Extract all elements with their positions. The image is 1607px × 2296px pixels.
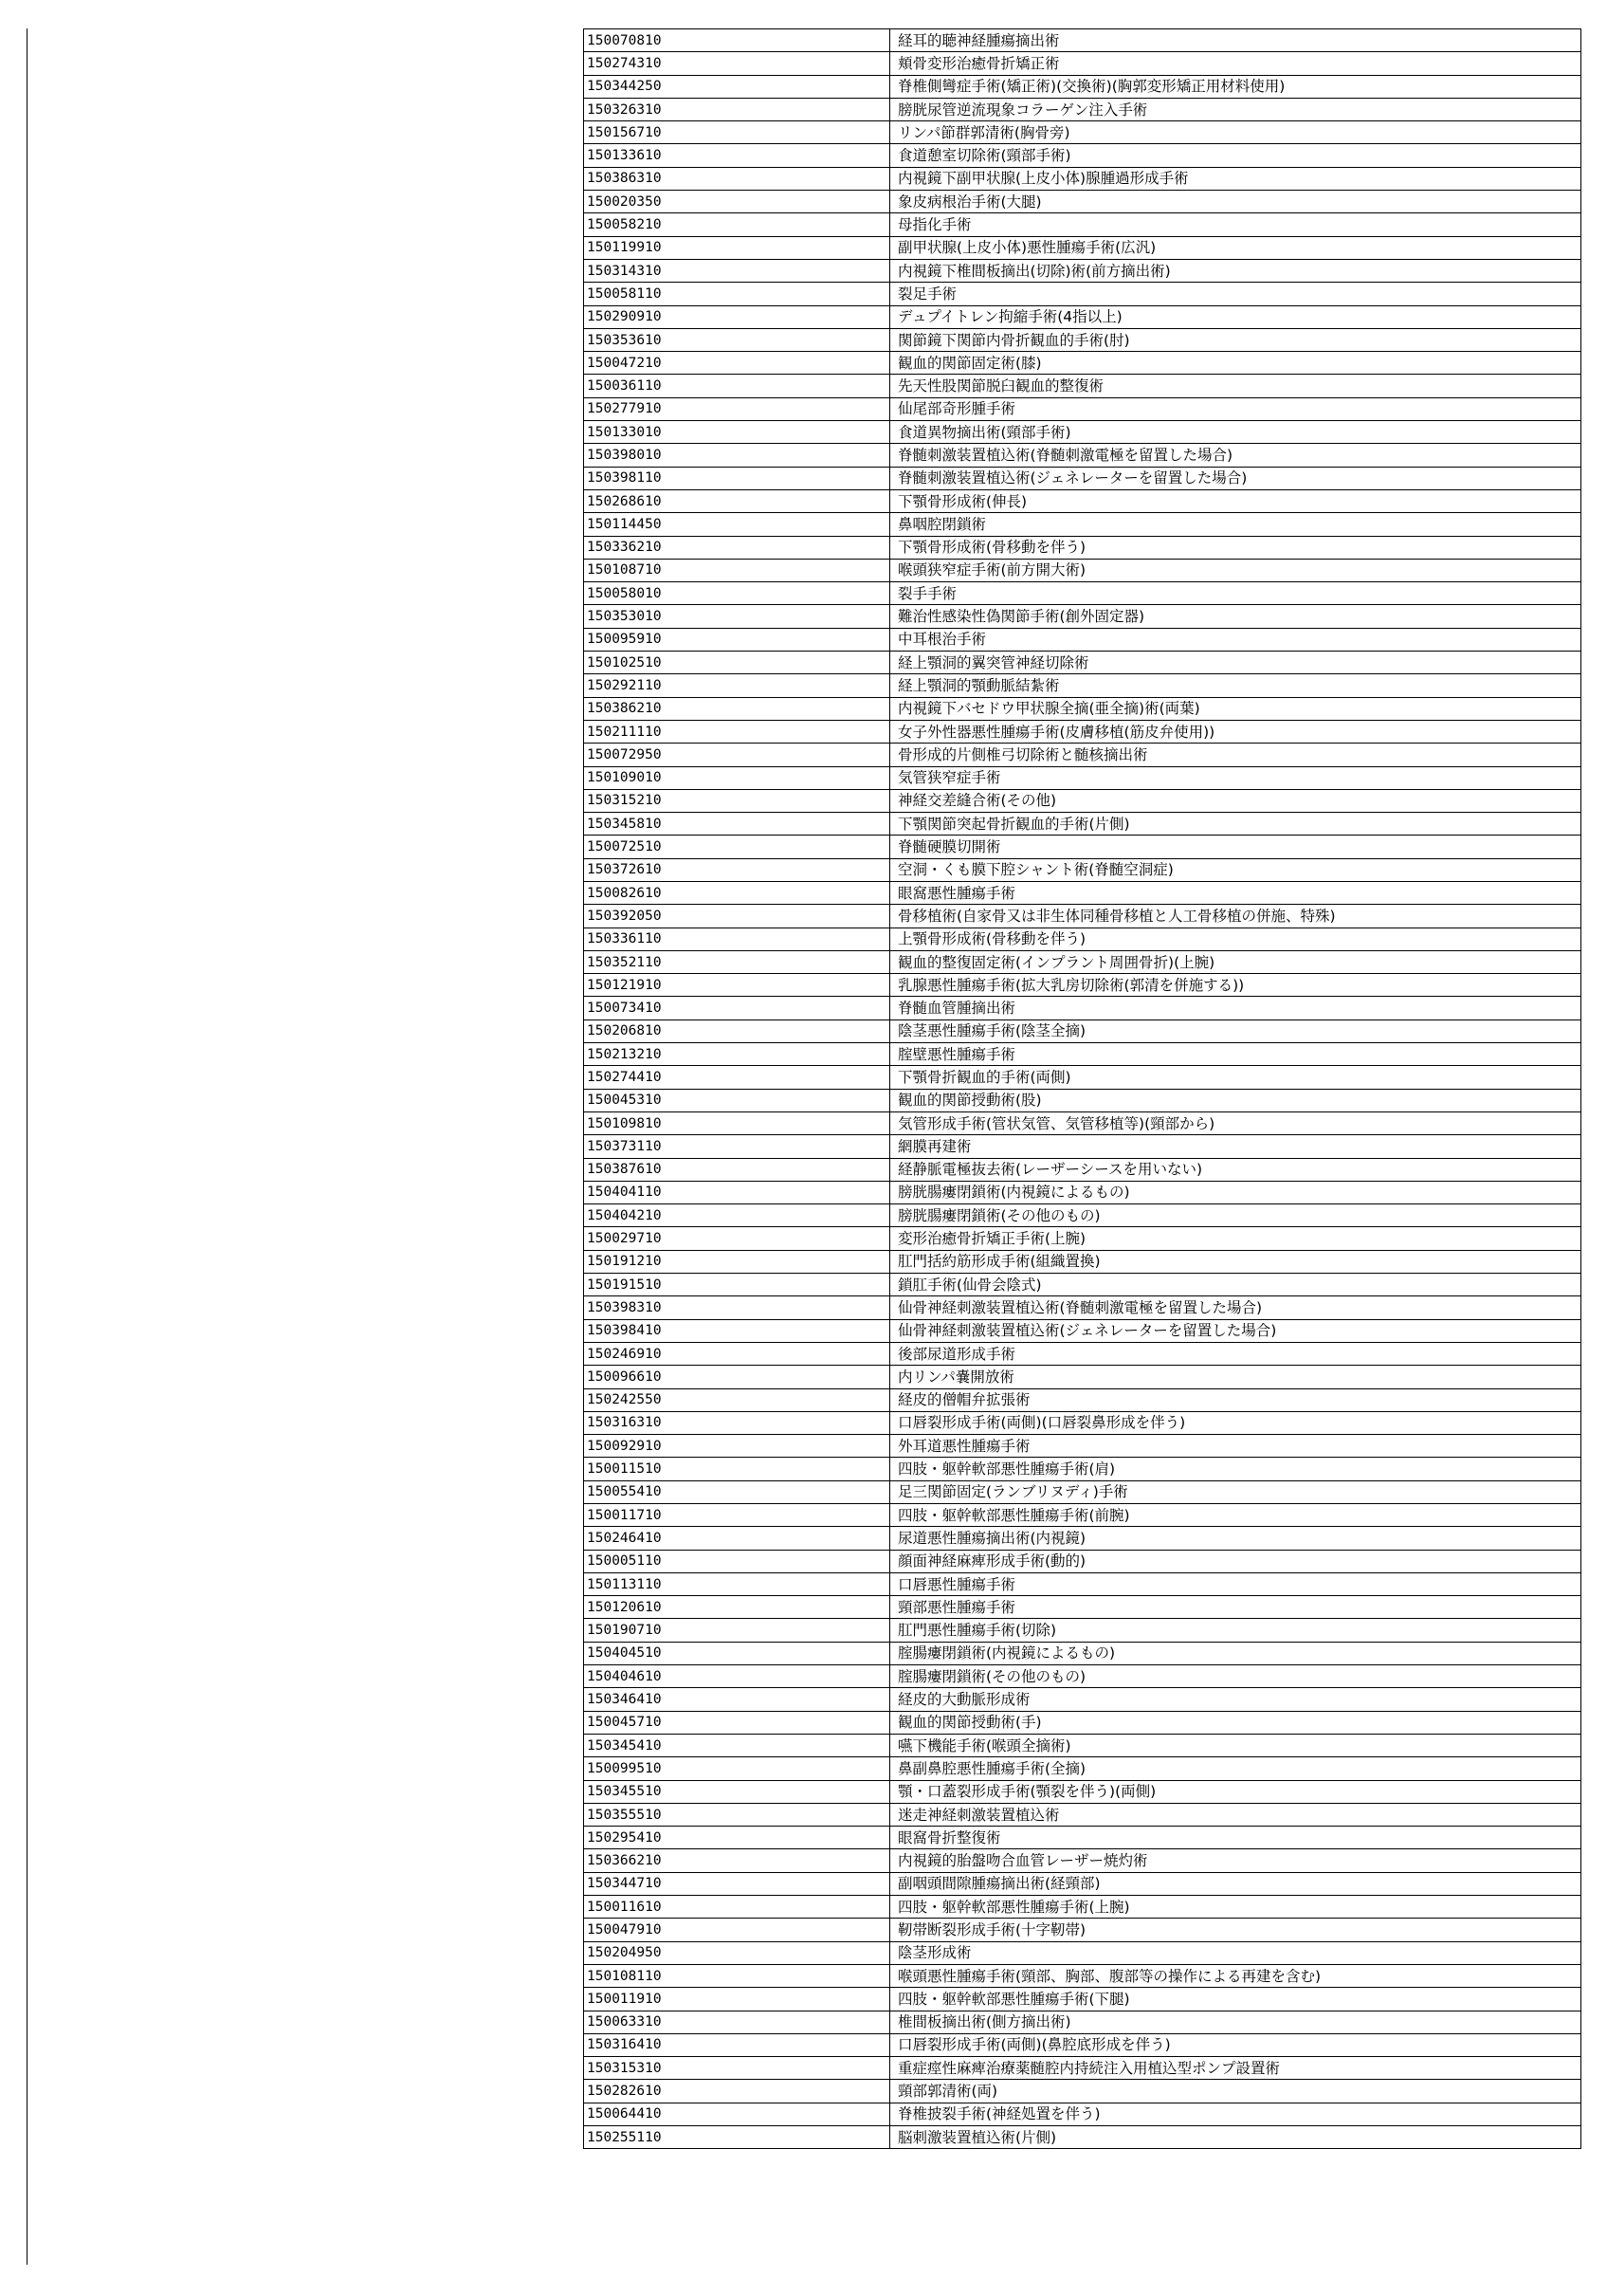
procedure-code-cell: 150102510 <box>584 652 890 674</box>
procedure-code-cell: 150190710 <box>584 1619 890 1642</box>
procedure-code-cell: 150315310 <box>584 2057 890 2080</box>
procedure-code-cell: 150005110 <box>584 1550 890 1572</box>
procedure-name-cell: 四肢・躯幹軟部悪性腫瘍手術(上腕) <box>890 1896 1581 1919</box>
table-row <box>584 144 1581 167</box>
table-row <box>584 2080 1581 2103</box>
procedure-name-cell: 顎・口蓋裂形成手術(顎裂を伴う)(両側) <box>890 1780 1581 1803</box>
procedure-code-cell: 150058010 <box>584 582 890 605</box>
procedure-code-cell: 150344250 <box>584 75 890 98</box>
procedure-name-cell: 上顎骨形成術(骨移動を伴う) <box>890 928 1581 950</box>
procedure-name-cell: 空洞・くも膜下腔シャント術(脊髄空洞症) <box>890 858 1581 881</box>
procedure-code-cell: 150058110 <box>584 283 890 305</box>
procedure-code-cell: 150073410 <box>584 997 890 1019</box>
procedure-code-cell: 150191510 <box>584 1274 890 1296</box>
procedure-name-cell: 顔面神経麻痺形成手術(動的) <box>890 1550 1581 1572</box>
procedure-name-cell: 四肢・躯幹軟部悪性腫瘍手術(肩) <box>890 1458 1581 1480</box>
table-row <box>584 1043 1581 1066</box>
table-row <box>584 191 1581 213</box>
procedure-name-cell: 観血的整復固定術(インプラント周囲骨折)(上腕) <box>890 950 1581 973</box>
procedure-name-cell: 象皮病根治手術(大腿) <box>890 191 1581 213</box>
table-row <box>584 1319 1581 1342</box>
procedure-name-cell: 神経交差縫合術(その他) <box>890 789 1581 812</box>
procedure-code-cell: 150095910 <box>584 628 890 651</box>
table-row <box>584 1366 1581 1388</box>
procedure-name-cell: 副咽頭間隙腫瘍摘出術(経頸部) <box>890 1872 1581 1895</box>
procedure-name-cell: 脳刺激装置植込術(片側) <box>890 2126 1581 2149</box>
table-row <box>584 1896 1581 1919</box>
table-row <box>584 1204 1581 1227</box>
procedure-code-cell: 150011910 <box>584 1988 890 2011</box>
table-row <box>584 1757 1581 1780</box>
table-row <box>584 1964 1581 1987</box>
procedure-code-cell: 150204950 <box>584 1941 890 1964</box>
procedure-code-cell: 150119910 <box>584 236 890 259</box>
table-row <box>584 2057 1581 2080</box>
procedure-name-cell: 口唇悪性腫瘍手術 <box>890 1572 1581 1595</box>
table-row <box>584 720 1581 743</box>
procedure-name-cell: 内視鏡下バセドウ甲状腺全摘(亜全摘)術(両葉) <box>890 697 1581 720</box>
procedure-name-cell: 仙尾部奇形腫手術 <box>890 397 1581 420</box>
table-row <box>584 167 1581 190</box>
table-row <box>584 1803 1581 1826</box>
procedure-name-cell: 仙骨神経刺激装置植込術(脊髄刺激電極を留置した場合) <box>890 1296 1581 1319</box>
procedure-code-cell: 150120610 <box>584 1596 890 1619</box>
table-row <box>584 605 1581 628</box>
procedure-code-cell: 150072950 <box>584 744 890 766</box>
table-row <box>584 29 1581 52</box>
procedure-name-cell: 膀胱腸瘻閉鎖術(内視鏡によるもの) <box>890 1181 1581 1203</box>
procedure-name-cell: 四肢・躯幹軟部悪性腫瘍手術(前腕) <box>890 1504 1581 1527</box>
procedure-code-cell: 150011610 <box>584 1896 890 1919</box>
procedure-name-cell: 観血的関節授動術(股) <box>890 1089 1581 1111</box>
table-row <box>584 1089 1581 1111</box>
procedure-name-cell: 膀胱腸瘻閉鎖術(その他のもの) <box>890 1204 1581 1227</box>
procedure-code-cell: 150191210 <box>584 1250 890 1273</box>
table-row <box>584 1596 1581 1619</box>
procedure-name-cell: 鼻咽腔閉鎖術 <box>890 513 1581 536</box>
table-row <box>584 881 1581 904</box>
procedure-name-cell: 中耳根治手術 <box>890 628 1581 651</box>
procedure-code-cell: 150096610 <box>584 1366 890 1388</box>
table-row <box>584 1227 1581 1250</box>
procedure-code-cell: 150113110 <box>584 1572 890 1595</box>
table-row <box>584 744 1581 766</box>
table-row <box>584 836 1581 858</box>
procedure-name-cell: 四肢・躯幹軟部悪性腫瘍手術(下腿) <box>890 1988 1581 2011</box>
procedure-code-cell: 150099510 <box>584 1757 890 1780</box>
table-row <box>584 628 1581 651</box>
table-row <box>584 1572 1581 1595</box>
procedure-code-cell: 150336210 <box>584 536 890 559</box>
procedure-code-cell: 150070810 <box>584 29 890 52</box>
procedure-name-cell: 下顎関節突起骨折観血的手術(片側) <box>890 813 1581 836</box>
procedure-code-cell: 150211110 <box>584 720 890 743</box>
procedure-name-cell: 脊髄血管腫摘出術 <box>890 997 1581 1019</box>
procedure-code-cell: 150063310 <box>584 2011 890 2033</box>
procedure-code-cell: 150109010 <box>584 766 890 789</box>
procedure-name-cell: 内リンパ嚢開放術 <box>890 1366 1581 1388</box>
procedure-code-cell: 150274410 <box>584 1066 890 1089</box>
table-row <box>584 75 1581 98</box>
procedure-code-cell: 150213210 <box>584 1043 890 1066</box>
procedure-name-cell: 気管形成手術(管状気管、気管移植等)(頸部から) <box>890 1111 1581 1134</box>
table-row <box>584 2126 1581 2149</box>
procedure-code-cell: 150255110 <box>584 2126 890 2149</box>
procedure-code-cell: 150398110 <box>584 467 890 489</box>
procedure-name-cell: 食道異物摘出術(頸部手術) <box>890 421 1581 444</box>
procedure-name-cell: 陰茎悪性腫瘍手術(陰茎全摘) <box>890 1019 1581 1042</box>
table-row <box>584 1642 1581 1664</box>
procedure-name-cell: デュプイトレン拘縮手術(4指以上) <box>890 305 1581 328</box>
table-row <box>584 928 1581 950</box>
procedure-code-cell: 150290910 <box>584 305 890 328</box>
table-row <box>584 1988 1581 2011</box>
procedure-name-cell: 経上顎洞的翼突管神経切除術 <box>890 652 1581 674</box>
table-row <box>584 1919 1581 1941</box>
procedure-code-cell: 150156710 <box>584 121 890 144</box>
procedure-name-cell: 内視鏡下副甲状腺(上皮小体)腺腫過形成手術 <box>890 167 1581 190</box>
procedure-code-cell: 150242550 <box>584 1388 890 1411</box>
procedure-code-cell: 150387610 <box>584 1158 890 1181</box>
procedure-name-cell: 内視鏡下椎間板摘出(切除)術(前方摘出術) <box>890 259 1581 282</box>
procedure-code-cell: 150036110 <box>584 375 890 397</box>
table-row <box>584 1411 1581 1434</box>
table-row <box>584 905 1581 928</box>
procedure-name-cell: 女子外性器悪性腫瘍手術(皮膚移植(筋皮弁使用)) <box>890 720 1581 743</box>
procedure-name-cell: 腟壁悪性腫瘍手術 <box>890 1043 1581 1066</box>
table-row <box>584 213 1581 236</box>
procedure-code-cell: 150315210 <box>584 789 890 812</box>
procedure-name-cell: 喉頭狭窄症手術(前方開大術) <box>890 559 1581 581</box>
table-row <box>584 1458 1581 1480</box>
procedure-name-cell: 経耳的聴神経腫瘍摘出術 <box>890 29 1581 52</box>
table-row <box>584 236 1581 259</box>
procedure-name-cell: 口唇裂形成手術(両側)(口唇裂鼻形成を伴う) <box>890 1411 1581 1434</box>
table-row <box>584 582 1581 605</box>
table-row <box>584 1019 1581 1042</box>
table-row <box>584 1941 1581 1964</box>
table-row <box>584 328 1581 351</box>
procedure-code-cell: 150314310 <box>584 259 890 282</box>
procedure-name-cell: 内視鏡的胎盤吻合血管レーザー焼灼術 <box>890 1849 1581 1872</box>
procedure-code-cell: 150282610 <box>584 2080 890 2103</box>
procedure-code-cell: 150366210 <box>584 1849 890 1872</box>
procedure-name-cell: 腟腸瘻閉鎖術(その他のもの) <box>890 1665 1581 1688</box>
procedure-name-cell: 重症痙性麻痺治療薬髄腔内持続注入用植込型ポンプ設置術 <box>890 2057 1581 2080</box>
table-row <box>584 813 1581 836</box>
procedure-name-cell: 先天性股関節脱臼観血的整復術 <box>890 375 1581 397</box>
procedure-name-cell: 裂足手術 <box>890 283 1581 305</box>
procedure-name-cell: 観血的関節固定術(膝) <box>890 352 1581 375</box>
procedure-name-cell: 頸部郭清術(両) <box>890 2080 1581 2103</box>
table-row <box>584 1665 1581 1688</box>
table-row <box>584 1711 1581 1734</box>
table-row <box>584 1250 1581 1273</box>
procedure-name-cell: 仙骨神経刺激装置植込術(ジェネレーターを留置した場合) <box>890 1319 1581 1342</box>
procedure-code-cell: 150055410 <box>584 1480 890 1503</box>
procedure-name-cell: 迷走神経刺激装置植込術 <box>890 1803 1581 1826</box>
table-row <box>584 1734 1581 1756</box>
procedure-code-cell: 150292110 <box>584 674 890 697</box>
procedure-code-cell: 150373110 <box>584 1135 890 1158</box>
procedure-code-cell: 150047910 <box>584 1919 890 1941</box>
table-row <box>584 1527 1581 1550</box>
procedure-code-cell: 150092910 <box>584 1435 890 1458</box>
procedure-code-cell: 150352110 <box>584 950 890 973</box>
table-row <box>584 52 1581 75</box>
procedure-name-cell: 乳腺悪性腫瘍手術(拡大乳房切除術(郭清を併施する)) <box>890 974 1581 997</box>
procedure-name-cell: 頬骨変形治癒骨折矯正術 <box>890 52 1581 75</box>
procedure-code-cell: 150404210 <box>584 1204 890 1227</box>
procedure-name-cell: 靭帯断裂形成手術(十字靭帯) <box>890 1919 1581 1941</box>
procedure-name-cell: 脊椎披裂手術(神経処置を伴う) <box>890 2103 1581 2125</box>
table-row <box>584 1181 1581 1203</box>
table-row <box>584 950 1581 973</box>
table-row <box>584 1435 1581 1458</box>
procedure-name-cell: 嚥下機能手術(喉頭全摘術) <box>890 1734 1581 1756</box>
procedure-name-cell: 口唇裂形成手術(両側)(鼻腔底形成を伴う) <box>890 2033 1581 2056</box>
procedure-name-cell: 骨形成的片側椎弓切除術と髄核摘出術 <box>890 744 1581 766</box>
table-row <box>584 1342 1581 1365</box>
procedure-code-cell: 150029710 <box>584 1227 890 1250</box>
table-row <box>584 283 1581 305</box>
procedure-name-cell: 観血的関節授動術(手) <box>890 1711 1581 1734</box>
table-row <box>584 421 1581 444</box>
procedure-code-cell: 150082610 <box>584 881 890 904</box>
table-row <box>584 674 1581 697</box>
procedure-name-cell: 難治性感染性偽関節手術(創外固定器) <box>890 605 1581 628</box>
procedure-name-cell: 経皮的大動脈形成術 <box>890 1688 1581 1711</box>
procedure-code-cell: 150336110 <box>584 928 890 950</box>
table-row <box>584 1550 1581 1572</box>
procedure-name-cell: リンパ節群郭清術(胸骨旁) <box>890 121 1581 144</box>
procedure-name-cell: 網膜再建術 <box>890 1135 1581 1158</box>
table-row <box>584 121 1581 144</box>
procedure-name-cell: 椎間板摘出術(側方摘出術) <box>890 2011 1581 2033</box>
procedure-code-cell: 150404610 <box>584 1665 890 1688</box>
table-row <box>584 766 1581 789</box>
procedure-code-cell: 150108110 <box>584 1964 890 1987</box>
procedure-name-cell: 脊髄刺激装置植込術(ジェネレーターを留置した場合) <box>890 467 1581 489</box>
procedure-name-cell: 脊髄硬膜切開術 <box>890 836 1581 858</box>
table-row <box>584 1274 1581 1296</box>
procedure-name-cell: 下顎骨折観血的手術(両側) <box>890 1066 1581 1089</box>
procedure-code-cell: 150353010 <box>584 605 890 628</box>
procedure-code-cell: 150274310 <box>584 52 890 75</box>
table-row <box>584 559 1581 581</box>
procedure-code-cell: 150011710 <box>584 1504 890 1527</box>
procedure-name-cell: 経静脈電極抜去術(レーザーシースを用いない) <box>890 1158 1581 1181</box>
table-row <box>584 1388 1581 1411</box>
procedure-name-cell: 骨移植術(自家骨又は非生体同種骨移植と人工骨移植の併施、特殊) <box>890 905 1581 928</box>
table-row <box>584 444 1581 467</box>
table-row <box>584 305 1581 328</box>
table-row <box>584 1849 1581 1872</box>
table-row <box>584 489 1581 512</box>
procedure-name-cell: 喉頭悪性腫瘍手術(頸部、胸部、腹部等の操作による再建を含む) <box>890 1964 1581 1987</box>
procedure-name-cell: 膀胱尿管逆流現象コラーゲン注入手術 <box>890 98 1581 120</box>
table-row <box>584 1111 1581 1134</box>
procedure-code-cell: 150398010 <box>584 444 890 467</box>
procedure-code-cell: 150072510 <box>584 836 890 858</box>
table-row <box>584 536 1581 559</box>
procedure-code-cell: 150345810 <box>584 813 890 836</box>
procedure-name-cell: 陰茎形成術 <box>890 1941 1581 1964</box>
table-row <box>584 1504 1581 1527</box>
procedure-code-cell: 150345510 <box>584 1780 890 1803</box>
table-row <box>584 2033 1581 2056</box>
procedure-name-cell: 関節鏡下関節内骨折観血的手術(肘) <box>890 328 1581 351</box>
procedure-code-cell: 150020350 <box>584 191 890 213</box>
table-row <box>584 997 1581 1019</box>
procedure-code-cell: 150316310 <box>584 1411 890 1434</box>
procedure-code-cell: 150133010 <box>584 421 890 444</box>
procedure-code-cell: 150386310 <box>584 167 890 190</box>
procedure-code-cell: 150295410 <box>584 1827 890 1849</box>
procedure-code-cell: 150353610 <box>584 328 890 351</box>
table-row <box>584 858 1581 881</box>
table-row <box>584 375 1581 397</box>
table-row <box>584 2103 1581 2125</box>
procedure-name-cell: 足三関節固定(ランブリヌディ)手術 <box>890 1480 1581 1503</box>
table-body <box>584 29 1581 2149</box>
table-row <box>584 1872 1581 1895</box>
procedure-code-cell: 150058210 <box>584 213 890 236</box>
procedure-code-cell: 150355510 <box>584 1803 890 1826</box>
table-row <box>584 697 1581 720</box>
procedure-code-cell: 150345410 <box>584 1734 890 1756</box>
table-row <box>584 1480 1581 1503</box>
procedure-code-cell: 150326310 <box>584 98 890 120</box>
table-row <box>584 467 1581 489</box>
table-row <box>584 1135 1581 1158</box>
procedure-name-cell: 尿道悪性腫瘍摘出術(内視鏡) <box>890 1527 1581 1550</box>
procedure-code-cell: 150344710 <box>584 1872 890 1895</box>
procedure-name-cell: 肛門括約筋形成手術(組織置換) <box>890 1250 1581 1273</box>
procedure-code-cell: 150133610 <box>584 144 890 167</box>
procedure-name-cell: 母指化手術 <box>890 213 1581 236</box>
procedure-name-cell: 経皮的僧帽弁拡張術 <box>890 1388 1581 1411</box>
procedure-code-cell: 150045710 <box>584 1711 890 1734</box>
procedure-code-cell: 150045310 <box>584 1089 890 1111</box>
procedure-name-cell: 裂手手術 <box>890 582 1581 605</box>
table-row <box>584 1619 1581 1642</box>
procedure-code-table <box>583 28 1581 2149</box>
procedure-code-cell: 150346410 <box>584 1688 890 1711</box>
procedure-code-cell: 150047210 <box>584 352 890 375</box>
table-row <box>584 1158 1581 1181</box>
procedure-code-cell: 150011510 <box>584 1458 890 1480</box>
table-row <box>584 259 1581 282</box>
procedure-code-cell: 150114450 <box>584 513 890 536</box>
procedure-code-cell: 150206810 <box>584 1019 890 1042</box>
procedure-name-cell: 頸部悪性腫瘍手術 <box>890 1596 1581 1619</box>
procedure-name-cell: 下顎骨形成術(骨移動を伴う) <box>890 536 1581 559</box>
procedure-name-cell: 副甲状腺(上皮小体)悪性腫瘍手術(広汎) <box>890 236 1581 259</box>
procedure-name-cell: 眼窩悪性腫瘍手術 <box>890 881 1581 904</box>
procedure-name-cell: 鼻副鼻腔悪性腫瘍手術(全摘) <box>890 1757 1581 1780</box>
procedure-code-cell: 150316410 <box>584 2033 890 2056</box>
procedure-code-cell: 150398310 <box>584 1296 890 1319</box>
procedure-name-cell: 経上顎洞的顎動脈結紮術 <box>890 674 1581 697</box>
table-row <box>584 513 1581 536</box>
table-row <box>584 1066 1581 1089</box>
table-row <box>584 2011 1581 2033</box>
procedure-code-cell: 150109810 <box>584 1111 890 1134</box>
procedure-name-cell: 変形治癒骨折矯正手術(上腕) <box>890 1227 1581 1250</box>
procedure-name-cell: 後部尿道形成手術 <box>890 1342 1581 1365</box>
procedure-code-cell: 150108710 <box>584 559 890 581</box>
procedure-name-cell: 眼窩骨折整復術 <box>890 1827 1581 1849</box>
table-row <box>584 98 1581 120</box>
table-row <box>584 1688 1581 1711</box>
procedure-code-cell: 150246410 <box>584 1527 890 1550</box>
procedure-code-cell: 150268610 <box>584 489 890 512</box>
procedure-code-cell: 150404510 <box>584 1642 890 1664</box>
table-row <box>584 1780 1581 1803</box>
table-row <box>584 352 1581 375</box>
procedure-name-cell: 脊椎側彎症手術(矯正術)(交換術)(胸郭変形矯正用材料使用) <box>890 75 1581 98</box>
procedure-name-cell: 下顎骨形成術(伸長) <box>890 489 1581 512</box>
procedure-code-cell: 150386210 <box>584 697 890 720</box>
procedure-code-cell: 150064410 <box>584 2103 890 2125</box>
procedure-code-cell: 150372610 <box>584 858 890 881</box>
procedure-code-cell: 150398410 <box>584 1319 890 1342</box>
procedure-name-cell: 腟腸瘻閉鎖術(内視鏡によるもの) <box>890 1642 1581 1664</box>
procedure-name-cell: 食道憩室切除術(頸部手術) <box>890 144 1581 167</box>
procedure-name-cell: 鎖肛手術(仙骨会陰式) <box>890 1274 1581 1296</box>
table-row <box>584 397 1581 420</box>
procedure-code-cell: 150121910 <box>584 974 890 997</box>
procedure-code-cell: 150246910 <box>584 1342 890 1365</box>
procedure-code-cell: 150404110 <box>584 1181 890 1203</box>
table-row <box>584 1827 1581 1849</box>
procedure-name-cell: 肛門悪性腫瘍手術(切除) <box>890 1619 1581 1642</box>
table-row <box>584 789 1581 812</box>
table-row <box>584 974 1581 997</box>
procedure-code-cell: 150277910 <box>584 397 890 420</box>
procedure-name-cell: 気管狭窄症手術 <box>890 766 1581 789</box>
table-row <box>584 652 1581 674</box>
table-row <box>584 1296 1581 1319</box>
procedure-name-cell: 外耳道悪性腫瘍手術 <box>890 1435 1581 1458</box>
procedure-name-cell: 脊髄刺激装置植込術(脊髄刺激電極を留置した場合) <box>890 444 1581 467</box>
procedure-code-cell: 150392050 <box>584 905 890 928</box>
